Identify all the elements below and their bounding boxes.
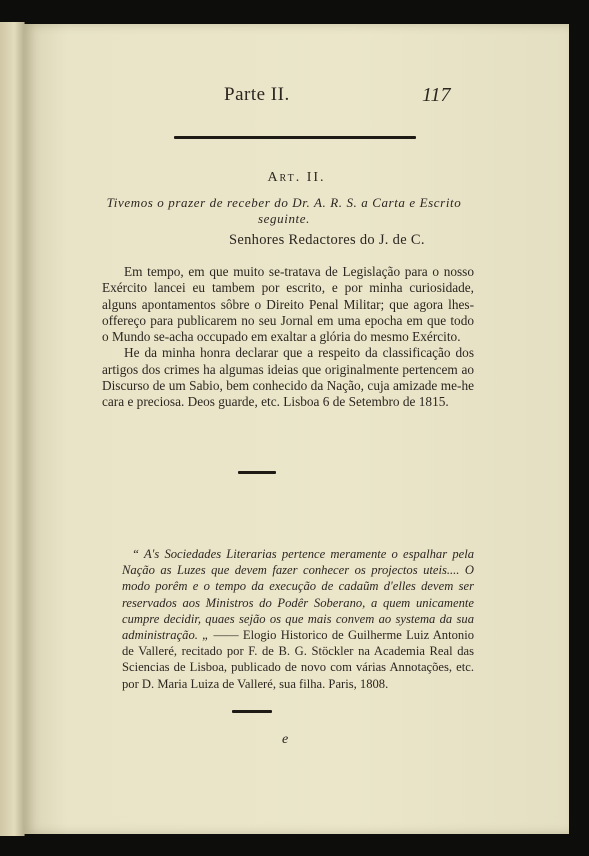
article-heading: Art. II.	[267, 170, 326, 185]
letter-paragraph: He da minha honra declarar que a respeito da classificação dos artigos dos crimes ha algumas ideias que originalmente pertencem ao Discurso de um Sabio, bem conhecido da Nação, cuja amizade me-he cara e preciosa. Deos guarde, etc. Lisboa 6 de Setembro de 1815.	[102, 345, 474, 410]
left-page-edge	[0, 22, 25, 836]
part-title: Parte II.	[224, 84, 290, 105]
closing-divider	[232, 710, 272, 713]
article-intro: Tivemos o prazer de receber do Dr. A. R. S. a Carta e Escrito seguinte.	[106, 195, 462, 226]
letter-paragraph: Em tempo, em que muito se-tratava de Legislação para o nosso Exército lancei eu tambem por escrito, e por minha curiosidade, alguns apontamentos sôbre o Direito Penal Militar; que agora lhes-offereço para publicarem no seu Jornal em uma epocha em que todo o Mundo se-acha occupado em exaltar a glória do mesmo Exército.	[102, 264, 474, 345]
letter-salutation: Senhores Redactores do J. de C.	[229, 232, 425, 248]
quote-text: “ A's Sociedades Literarias pertence meramente o espalhar pela Nação as Luzes que devem fazer conhecer os projectos uteis.... O modo porêm e o tempo da execução de cadaũm d'elles devem ser reservados aos Ministros do Podêr Soberano, a quem unicamente cumpre decidir, quaes sejão os que mais convem ao systema da sua administração. „	[122, 547, 474, 643]
running-header	[24, 84, 569, 118]
quote-citation: —— Elogio Historico de Guilherme Luiz Antonio de Valleré, recitado por F. de B. G. Stöckler na Academia Real das Sciencias de Lisboa, publicado de novo com várias Annotações, etc. por D. Maria Luiza de Valleré, sua filha. Paris, 1808.	[122, 628, 474, 691]
quote-paragraph	[122, 546, 474, 692]
letter-body	[102, 264, 474, 411]
header-rule	[174, 136, 416, 139]
section-divider	[238, 471, 276, 474]
signature-mark: e	[282, 732, 289, 747]
epigraph-quote	[122, 546, 474, 692]
page-number: 117	[422, 84, 451, 106]
book-page	[24, 24, 569, 834]
